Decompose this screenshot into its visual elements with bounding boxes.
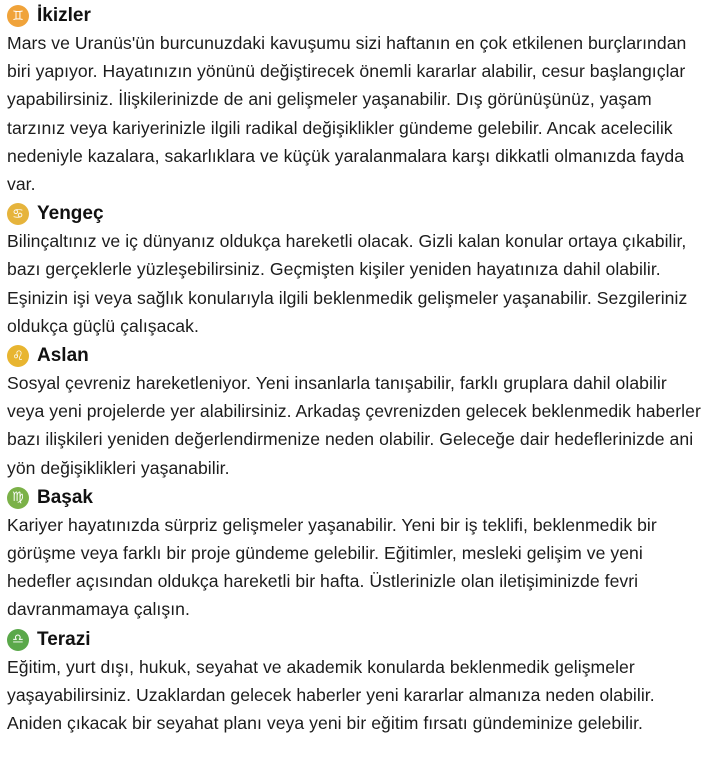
sign-description: Eğitim, yurt dışı, hukuk, seyahat ve akademik konularda beklenmedik gelişmeler yaşayabilirsiniz. Uzaklardan gelecek haberler yeni kararlar almanıza neden olabilir. Aniden çıkacak bir seyahat planı veya yeni bir eğitim fırsatı gündeminize gelebilir. (7, 656, 655, 734)
section-heading (0, 3, 717, 29)
gemini-icon: ♊ (7, 5, 29, 27)
section-heading (0, 485, 717, 511)
sign-title: Yengeç (37, 203, 104, 225)
sign-title: Aslan (37, 345, 89, 367)
section-yengec (0, 201, 717, 340)
sign-title: Terazi (37, 628, 91, 650)
section-terazi (0, 627, 717, 738)
sign-description: Kariyer hayatınızda sürpriz gelişmeler yaşanabilir. Yeni bir iş teklifi, beklenmedik bir görüşme veya farklı bir proje gündeme gelebilir. Eğitimler, mesleki gelişim ve yeni hedefler açısından oldukça hareketli bir hafta. Üstlerinizle olan iletişiminizde fevri davranmamaya çalışın. (7, 514, 657, 620)
section-heading (0, 343, 717, 369)
cancer-icon: ♋ (7, 203, 29, 225)
section-aslan (0, 343, 717, 482)
section-basak (0, 485, 717, 624)
sign-title: Başak (37, 486, 93, 508)
virgo-icon: ♍ (7, 487, 29, 509)
section-ikizler (0, 3, 717, 198)
sign-title: İkizler (37, 5, 91, 26)
section-heading (0, 201, 717, 227)
section-heading (0, 627, 717, 653)
libra-icon: ♎ (7, 629, 29, 651)
sign-description: Sosyal çevreniz hareketleniyor. Yeni insanlarla tanışabilir, farklı gruplara dahil olabilir veya yeni projelerde yer alabilirsiniz. Arkadaş çevrenizden gelecek beklenmedik haberler bazı ilişkileri yeniden değerlendirmenize neden olabilir. Geleceğe dair hedeflerinizde ani yön değişiklikleri yaşanabilir. (7, 373, 701, 478)
sign-description: Mars ve Uranüs'ün burcunuzdaki kavuşumu sizi haftanın en çok etkilenen burçlarından biri yapıyor. Hayatınızın yönünü değiştirecek önemli kararlar alabilir, cesur başlangıçlar yapabilirsiniz. İlişkilerinizde de ani gelişmeler yaşanabilir. Dış görünüşünüz, yaşam tarzınız veya kariyerinizle ilgili radikal değişiklikler gündeme gelebilir. Ancak acelecilik nedeniyle kazalara, sakarlıklara ve küçük yaralanmalara karşı dikkatli olmanızda fayda var. (7, 33, 687, 195)
leo-icon: ♌ (7, 345, 29, 367)
sign-description: Bilinçaltınız ve iç dünyanız oldukça hareketli olacak. Gizli kalan konular ortaya çıkabilir, bazı gerçeklerle yüzleşebilirsiniz. Geçmişten kişiler yeniden hayatınıza dahil olabilir. Eşinizin işi veya sağlık konularıyla ilgili beklenmedik gelişmeler yaşanabilir. Sezgileriniz oldukça güçlü çalışacak. (7, 231, 688, 336)
